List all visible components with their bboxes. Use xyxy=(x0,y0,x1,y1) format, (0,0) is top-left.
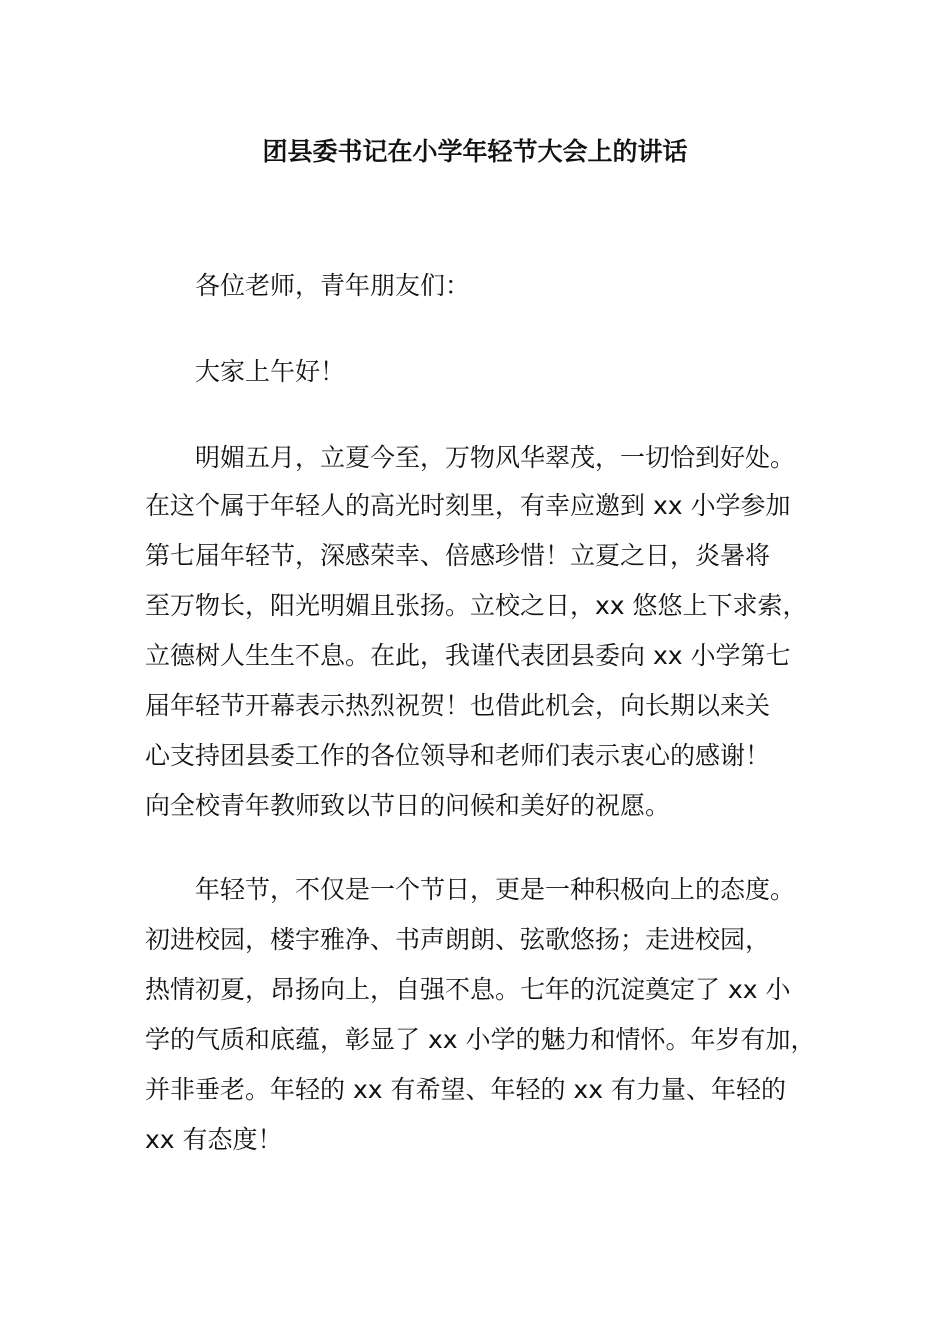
paragraph-line: 心支持团县委工作的各位领导和老师们表示衷心的感谢！ xyxy=(145,741,771,770)
paragraph-line: 明媚五月，立夏今至，万物风华翠茂，一切恰到好处。 xyxy=(195,443,796,472)
page-title: 团县委书记在小学年轻节大会上的讲话 xyxy=(262,137,688,166)
greeting: 大家上午好！ xyxy=(195,357,346,386)
paragraph-line: 初进校园，楼宇雅净、书声朗朗、弦歌悠扬；走进校园， xyxy=(145,925,771,954)
paragraph-line: 并非垂老。年轻的 xx 有希望、年轻的 xx 有力量、年轻的 xyxy=(145,1075,786,1104)
salutation: 各位老师，青年朋友们： xyxy=(195,271,471,300)
paragraph-line: 届年轻节开幕表示热烈祝贺！也借此机会，向长期以来关 xyxy=(145,691,771,720)
paragraph-line: 向全校青年教师致以节日的问候和美好的祝愿。 xyxy=(145,791,671,820)
paragraph-line: 第七届年轻节，深感荣幸、倍感珍惜！立夏之日，炎暑将 xyxy=(145,541,771,570)
paragraph-line: 热情初夏，昂扬向上，自强不息。七年的沉淀奠定了 xx 小 xyxy=(145,975,791,1004)
paragraph-line: 在这个属于年轻人的高光时刻里，有幸应邀到 xx 小学参加 xyxy=(145,491,791,520)
paragraph-line: 立德树人生生不息。在此，我谨代表团县委向 xx 小学第七 xyxy=(145,641,791,670)
paragraph-line: 学的气质和底蕴，彰显了 xx 小学的魅力和情怀。年岁有加， xyxy=(145,1025,816,1054)
paragraph-line: 年轻节，不仅是一个节日，更是一种积极向上的态度。 xyxy=(195,875,796,904)
paragraph-line: xx 有态度！ xyxy=(145,1125,283,1154)
paragraph-line: 至万物长，阳光明媚且张扬。立校之日，xx 悠悠上下求索， xyxy=(145,591,808,620)
